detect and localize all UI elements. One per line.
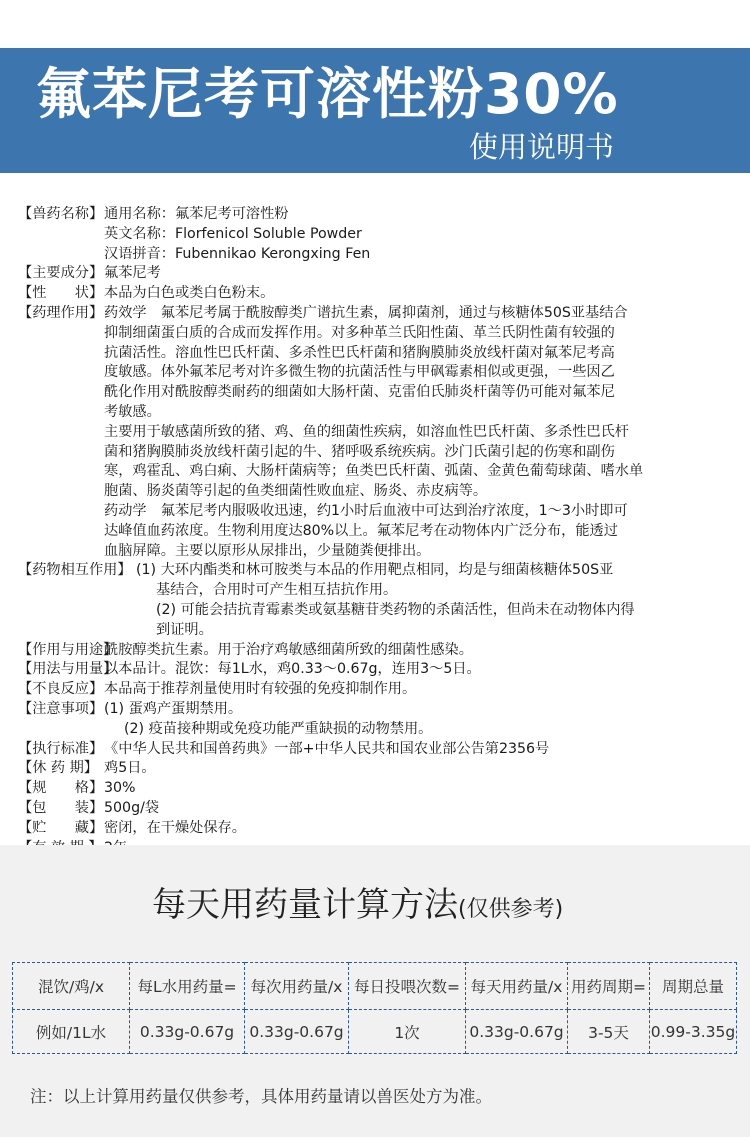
generic-name: 通用名称：氟苯尼考可溶性粉 — [104, 206, 289, 222]
section-caution — [18, 700, 740, 740]
table-cell: 例如/1L水 — [13, 1010, 130, 1054]
interaction-line: (1) 大环内酯类和林可胺类与本品的作用靶点相同，均是与细菌核糖体50S亚 — [136, 562, 614, 579]
table-header-cell: 每L水用药量= — [130, 963, 245, 1010]
section-label: 【作用与用途】 — [18, 641, 118, 658]
section-value: 密闭，在干燥处保存。 — [104, 819, 246, 836]
table-cell: 0.33g-0.67g — [130, 1010, 245, 1054]
header-banner — [0, 48, 750, 173]
pharmacology-line: 抗菌活性。溶血性巴氏杆菌、多杀性巴氏杆菌和猪胸膜肺炎放线杆菌对氟苯尼考高 — [104, 344, 615, 361]
section-label: 【包 装】 — [18, 799, 104, 816]
product-title: 氟苯尼考可溶性粉30% — [36, 62, 619, 126]
table-header-cell: 每次用药量/x — [245, 963, 349, 1010]
pharmacology-line: 寒，鸡霍乱、鸡白痢、大肠杆菌病等；鱼类巴氏杆菌、弧菌、金黄色葡萄球菌、嗜水单 — [104, 463, 644, 480]
interaction-line: 基结合，合用时可产生相互拮抗作用。 — [156, 582, 398, 599]
table-header-cell: 用药周期= — [568, 963, 650, 1010]
calculation-title — [152, 883, 563, 932]
pharmacology-line: 酰化作用对酰胺醇类耐药的细菌如大肠杆菌、克雷伯氏肺炎杆菌等仍可能对氟苯尼 — [104, 384, 615, 401]
section-package — [18, 799, 740, 819]
instructions-body — [18, 205, 740, 858]
english-name: 英文名称：Florfenicol Soluble Powder — [104, 225, 362, 242]
pharmacology-line: 胞菌、肠炎菌等引起的鱼类细菌性败血症、肠炎、赤皮病等。 — [104, 483, 488, 500]
section-value: 酰胺醇类抗生素。用于治疗鸡敏感细菌所致的细菌性感染。 — [104, 641, 473, 658]
table-cell: 3-5天 — [568, 1010, 650, 1054]
section-storage — [18, 819, 740, 839]
section-value: 《中华人民共和国兽药典》一部+中华人民共和国农业部公告第2356号 — [104, 740, 550, 757]
interaction-line: (2) 可能会拮抗青霉素类或氨基糖苷类药物的杀菌活性，但尚未在动物体内得 — [156, 601, 635, 618]
section-interaction — [18, 561, 740, 640]
section-value: 本品高于推荐剂量使用时有较强的免疫抑制作用。 — [104, 681, 417, 698]
table-header-cell: 混饮/鸡/x — [13, 963, 130, 1010]
pharmacology-line: 主要用于敏感菌所致的猪、鸡、鱼的细菌性疾病，如溶血性巴氏杆菌、多杀性巴氏杆 — [104, 423, 629, 440]
section-value: 鸡5日。 — [104, 760, 156, 777]
section-value: 500g/袋 — [104, 799, 160, 816]
table-cell: 0.33g-0.67g — [466, 1010, 568, 1054]
section-label: 【注意事项】 — [18, 700, 104, 717]
section-value: 30% — [104, 780, 136, 797]
pharmacology-line: 药动学 氟苯尼考内服吸收迅速，约1小时后血液中可达到治疗浓度，1～3小时即可 — [104, 502, 628, 519]
section-withdrawal — [18, 759, 740, 779]
calculation-title-note: (仅供参考) — [458, 897, 564, 922]
section-label: 【休 药 期】 — [18, 760, 98, 777]
pharmacology-line: 血脑屏障。主要以原形从尿排出，少量随粪便排出。 — [104, 542, 431, 559]
pharmacology-line: 药效学 氟苯尼考属于酰胺醇类广谱抗生素，属抑菌剂，通过与核糖体50S亚基结合 — [104, 304, 628, 321]
section-label: 【贮 藏】 — [18, 819, 104, 836]
table-header-cell: 周期总量 — [650, 963, 737, 1010]
table-header-row — [13, 963, 737, 1010]
section-value: 氟苯尼考 — [104, 265, 161, 282]
section-value: 以本品计。混饮：每1L水，鸡0.33～0.67g，连用3～5日。 — [104, 661, 481, 678]
section-label: 【规 格】 — [18, 780, 104, 797]
table-cell: 1次 — [349, 1010, 466, 1054]
section-label: 【不良反应】 — [18, 681, 104, 698]
calculation-title-text: 每天用药量计算方法 — [152, 885, 458, 925]
section-label: 【药理作用】 — [18, 304, 104, 321]
section-label: 【药物相互作用】 — [18, 562, 132, 579]
table-header-cell: 每天用药量/x — [466, 963, 568, 1010]
calculation-panel — [0, 845, 750, 1137]
section-usage — [18, 641, 740, 661]
caution-line: (2) 疫苗接种期或免疫功能严重缺损的动物禁用。 — [124, 720, 433, 737]
section-label: 【执行标准】 — [18, 740, 104, 757]
table-header-cell: 每日投喂次数= — [349, 963, 466, 1010]
section-drug-name — [18, 205, 740, 264]
section-property — [18, 284, 740, 304]
table-cell: 0.99-3.35g — [650, 1010, 737, 1054]
section-label: 【性 状】 — [18, 285, 104, 302]
table-cell: 0.33g-0.67g — [245, 1010, 349, 1054]
calculation-table — [12, 962, 737, 1054]
section-adverse — [18, 680, 740, 700]
pharmacology-line: 抑制细菌蛋白质的合成而发挥作用。对多种革兰氏阳性菌、革兰氏阴性菌有较强的 — [104, 324, 615, 341]
pharmacology-line: 度敏感。体外氟苯尼考对许多微生物的抗菌活性与甲砜霉素相似或更强，一些因乙 — [104, 364, 615, 381]
calculation-note: 注：以上计算用药量仅供参考，具体用药量请以兽医处方为准。 — [30, 1087, 492, 1106]
pharmacology-line: 达峰值血药浓度。生物利用度达80%以上。氟苯尼考在动物体内广泛分布，能透过 — [104, 522, 618, 539]
pinyin-name: 汉语拼音：Fubennikao Kerongxing Fen — [104, 245, 371, 262]
pharmacology-line: 菌和猪胸膜肺炎放线杆菌引起的牛、猪呼吸系统疾病。沙门氏菌引起的伤寒和副伤 — [104, 443, 615, 460]
section-standard — [18, 740, 740, 760]
section-spec — [18, 779, 740, 799]
interaction-line: 到证明。 — [156, 621, 213, 638]
section-value: 本品为白色或类白色粉末。 — [104, 285, 275, 302]
section-label: 【用法与用量】 — [18, 661, 118, 678]
section-label: 【兽药名称】 — [18, 206, 104, 222]
pharmacology-line: 考敏感。 — [104, 403, 161, 420]
table-row — [13, 1010, 737, 1054]
section-dosage — [18, 660, 740, 680]
section-ingredient — [18, 264, 740, 284]
manual-subtitle: 使用说明书 — [468, 130, 614, 164]
section-label: 【主要成分】 — [18, 265, 104, 282]
caution-line: (1) 蛋鸡产蛋期禁用。 — [104, 700, 243, 717]
section-pharmacology — [18, 304, 740, 561]
